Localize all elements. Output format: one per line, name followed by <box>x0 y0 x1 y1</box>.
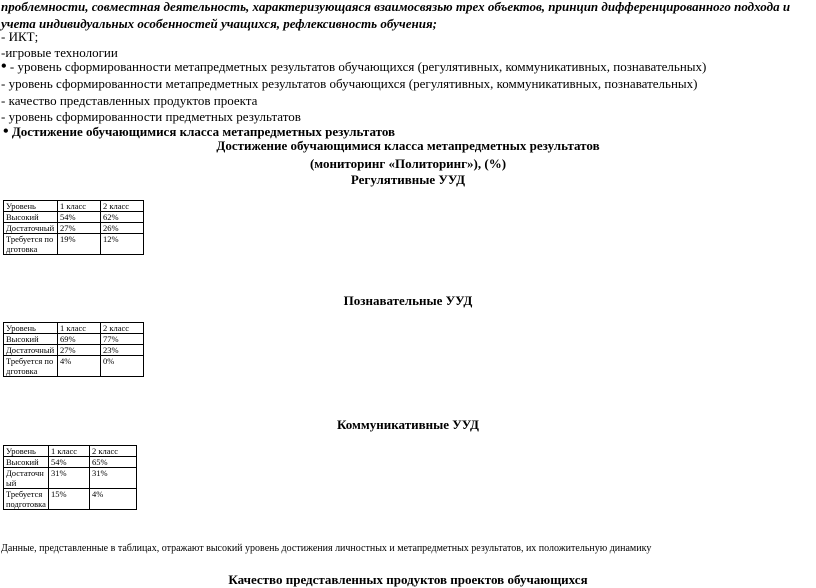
table-cell: Требуется подготовка <box>4 234 58 255</box>
table-cell: 2 класс <box>101 201 144 212</box>
table-cell: 54% <box>58 212 101 223</box>
table-cell: 12% <box>101 234 144 255</box>
table-header-row <box>4 201 144 212</box>
table-cell: 62% <box>101 212 144 223</box>
table-cell: 1 класс <box>49 446 90 457</box>
list-item: -игровые технологии <box>1 45 118 60</box>
section-heading: Достижение обучающимися класса метапредметных результатов <box>216 138 600 153</box>
table-row <box>4 345 144 356</box>
table-title: Коммуникативные УУД <box>337 417 479 432</box>
table-cell: 26% <box>101 223 144 234</box>
table-header-row <box>4 446 137 457</box>
table-cell: 27% <box>58 345 101 356</box>
table-row <box>4 468 137 489</box>
table-cell: 4% <box>58 356 101 377</box>
bullet-icon: • <box>3 123 9 140</box>
table-cell: Высокий <box>4 212 58 223</box>
intro-paragraph: проблемности, совместная деятельность, характеризующаяся взаимосвязью трех объектов, принцип дифференцированного подхода и учета индивидуальных особенностей учащихся, рефлексивность обучения; <box>1 0 791 31</box>
table-row <box>4 234 144 255</box>
list-item: - качество представленных продуктов проекта <box>1 93 258 108</box>
table-cell: 27% <box>58 223 101 234</box>
table-row <box>4 223 144 234</box>
table-header-row <box>4 323 144 334</box>
list-item: - ИКТ; <box>1 29 39 44</box>
table-cell: Достаточный <box>4 468 49 489</box>
table-cell: Уровень <box>4 446 49 457</box>
table-cell: Высокий <box>4 334 58 345</box>
table-cell: Достаточный <box>4 223 58 234</box>
list-item: - уровень сформированности предметных результатов <box>1 109 301 124</box>
bullet-icon: • <box>1 58 7 75</box>
table-cell: 69% <box>58 334 101 345</box>
table-cell: 77% <box>101 334 144 345</box>
table-cell: 19% <box>58 234 101 255</box>
table-row <box>4 457 137 468</box>
table-cell: Достаточный <box>4 345 58 356</box>
table-row <box>4 489 137 510</box>
table-row <box>4 212 144 223</box>
list-item-bulleted <box>1 59 706 75</box>
conclusion-text: Данные, представленные в таблицах, отражают высокий уровень достижения личностных и метапредметных результатов, их положительную динамику <box>1 543 652 554</box>
table-cell: Уровень <box>4 323 58 334</box>
table-row <box>4 334 144 345</box>
table-cell: Требуется подготовка <box>4 356 58 377</box>
table-cell: 65% <box>90 457 137 468</box>
table-cell: 15% <box>49 489 90 510</box>
table-cell: Требуется подготовка <box>4 489 49 510</box>
table-cell: 2 класс <box>90 446 137 457</box>
table-cell: Уровень <box>4 201 58 212</box>
footer-heading: Качество представленных продуктов проектов обучающихся <box>228 572 588 587</box>
table-cell: 1 класс <box>58 201 101 212</box>
list-item-text: - уровень сформированности метапредметных результатов обучающихся (регулятивных, коммуникативных, познавательных) <box>9 59 707 74</box>
table-cell: 2 класс <box>101 323 144 334</box>
list-item-text: Достижение обучающимися класса метапредметных результатов <box>11 124 396 139</box>
table-cell: 31% <box>90 468 137 489</box>
table-cell: 54% <box>49 457 90 468</box>
table-cell: 0% <box>101 356 144 377</box>
table-cell: 1 класс <box>58 323 101 334</box>
table-cell: 4% <box>90 489 137 510</box>
table-cell: 31% <box>49 468 90 489</box>
list-item: - уровень сформированности метапредметных результатов обучающихся (регулятивных, коммуникативных, познавательных) <box>1 76 698 91</box>
uud-table-regulative <box>3 200 144 255</box>
table-title: Регулятивные УУД <box>350 172 466 187</box>
table-cell: Высокий <box>4 457 49 468</box>
table-cell: 23% <box>101 345 144 356</box>
section-subheading: (мониторинг «Политоринг»), (%) <box>309 156 507 171</box>
uud-table-cognitive <box>3 322 144 377</box>
table-title: Познавательные УУД <box>343 293 473 308</box>
uud-table-communicative <box>3 445 137 510</box>
table-row <box>4 356 144 377</box>
